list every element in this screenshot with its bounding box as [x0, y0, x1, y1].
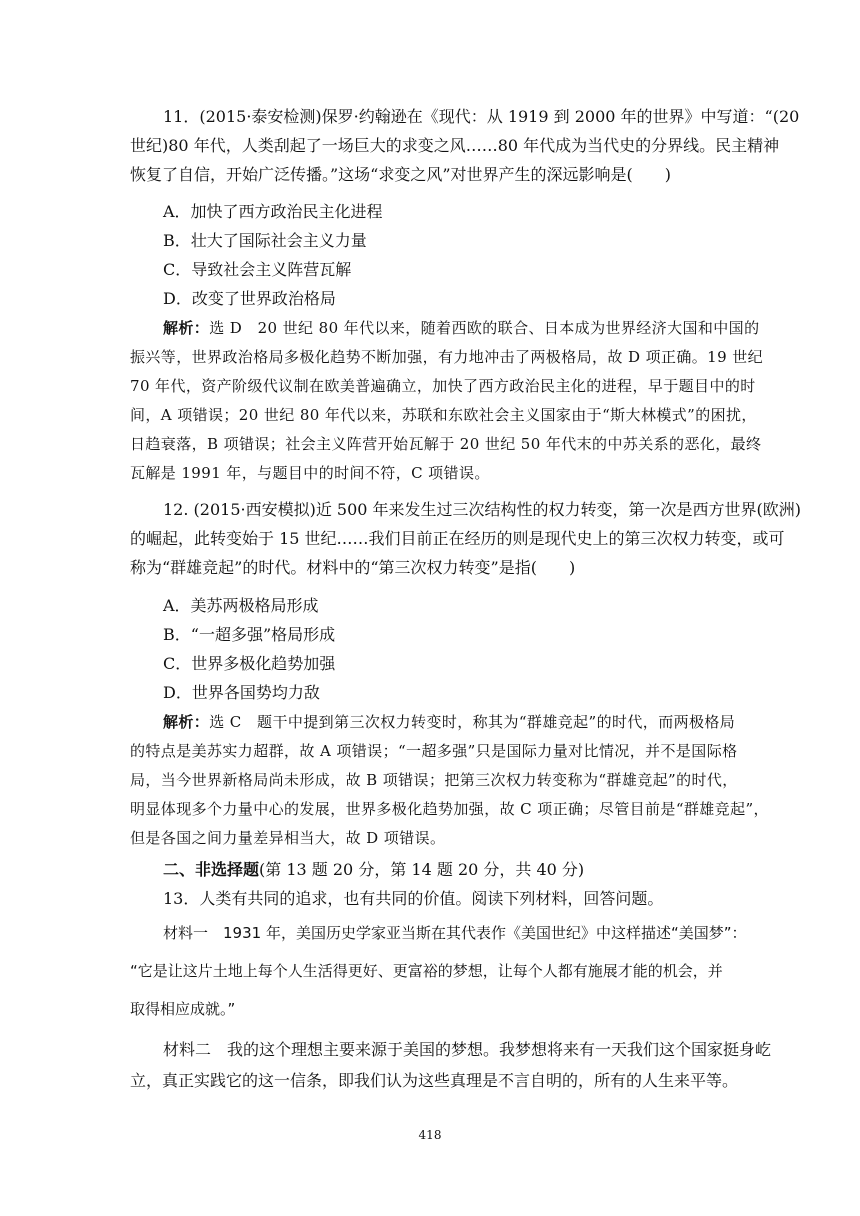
- analysis-line: 振兴等，世界政治格局多极化趋势不断加强，有力地冲击了两极格局，故 D 项正确。19 世纪: [130, 348, 764, 366]
- q12-option-b: B．“一超多强”格局形成: [163, 625, 336, 644]
- analysis-line: 间，A 项错误；20 世纪 80 年代以来，苏联和东欧社会主义国家由于“斯大林模式”的困扰，: [130, 406, 757, 424]
- analysis-line: 的特点是美苏实力超群，故 A 项错误；“一超多强”只是国际力量对比情况，并不是国际格: [130, 742, 738, 760]
- material-line: 材料二 我的这个理想主要来源于美国的梦想。我梦想将来有一天我们这个国家挺身屹: [163, 1040, 772, 1059]
- stem-line: 12. (2015·西安模拟)近 500 年来发生过三次结构性的权力转变，第一次是西方世界(欧洲): [163, 500, 802, 519]
- stem-line: 世纪)80 年代，人类刮起了一场巨大的求变之风……80 年代成为当代史的分界线。民主精神: [130, 136, 780, 155]
- question-12-stem: [130, 495, 802, 582]
- q12-analysis: [130, 708, 769, 853]
- q11-analysis: [130, 314, 764, 488]
- material-two: [130, 1034, 772, 1096]
- section-note: (第 13 题 20 分，第 14 题 20 分，共 40 分): [259, 860, 585, 879]
- q11-option-d: D．改变了世界政治格局: [163, 289, 336, 308]
- stem-line: 的崛起，此转变始于 15 世纪……我们目前正在经历的则是现代史上的第三次权力转变，或可: [130, 529, 785, 548]
- section-title: 二、非选择题: [163, 860, 260, 879]
- stem-line: 恢复了自信，开始广泛传播。”这场“求变之风”对世界产生的深远影响是( ): [130, 165, 672, 184]
- material-line: 材料一 1931 年，美国历史学家亚当斯在其代表作《美国世纪》中这样描述“美国梦”：: [163, 924, 747, 942]
- stem-line: 称为“群雄竞起”的时代。材料中的“第三次权力转变”是指( ): [130, 558, 576, 577]
- q11-option-c: C．导致社会主义阵营瓦解: [163, 260, 352, 279]
- q11-option-b: B．壮大了国际社会主义力量: [163, 231, 367, 250]
- material-one: [130, 914, 747, 1028]
- question-13-stem: [130, 884, 730, 913]
- stem-line: 13．人类有共同的追求，也有共同的价值。阅读下列材料，回答问题。: [163, 889, 664, 908]
- q12-option-a: A．美苏两极格局形成: [163, 596, 319, 615]
- q12-option-c: C．世界多极化趋势加强: [163, 654, 336, 673]
- analysis-line: 选 D 20 世纪 80 年代以来，随着西欧的联合、日本成为世界经济大国和中国的: [209, 319, 760, 337]
- q11-option-a: A．加快了西方政治民主化进程: [163, 202, 383, 221]
- analysis-line: 但是各国之间力量差异相当大，故 D 项错误。: [130, 829, 446, 847]
- analysis-line: 明显体现多个力量中心的发展，世界多极化趋势加强，故 C 项正确；尽管目前是“群雄竞起”，: [130, 800, 769, 818]
- analysis-line: 选 C 题干中提到第三次权力转变时，称其为“群雄竞起”的时代，而两极格局: [209, 713, 736, 731]
- material-line: 立，真正实践它的这一信条，即我们认为这些真理是不言自明的，所有的人生来平等。: [130, 1071, 739, 1090]
- analysis-line: 日趋衰落，B 项错误；社会主义阵营开始瓦解于 20 世纪 50 年代末的中苏关系的恶化，最终: [130, 435, 762, 453]
- section-heading: [130, 855, 730, 884]
- page-number: 418: [418, 1128, 442, 1142]
- analysis-label: 解析：: [163, 713, 210, 731]
- analysis-label: 解析：: [163, 319, 210, 337]
- q12-option-d: D．世界各国势均力敌: [163, 683, 320, 702]
- analysis-line: 瓦解是 1991 年，与题目中的时间不符，C 项错误。: [130, 464, 490, 482]
- material-line: 取得相应成就。”: [130, 1000, 236, 1018]
- analysis-line: 局，当今世界新格局尚未形成，故 B 项错误；把第三次权力转变称为“群雄竞起”的时代，: [130, 771, 738, 789]
- material-line: “它是让这片土地上每个人生活得更好、更富裕的梦想，让每个人都有施展才能的机会，并: [130, 962, 723, 980]
- analysis-line: 70 年代，资产阶级代议制在欧美普遍确立，加快了西方政治民主化的进程，早于题目中的时: [130, 377, 756, 395]
- question-11-stem: [130, 102, 800, 189]
- stem-line: 11．(2015·泰安检测)保罗·约翰逊在《现代：从 1919 到 2000 年的世界》中写道：“(20: [163, 107, 800, 126]
